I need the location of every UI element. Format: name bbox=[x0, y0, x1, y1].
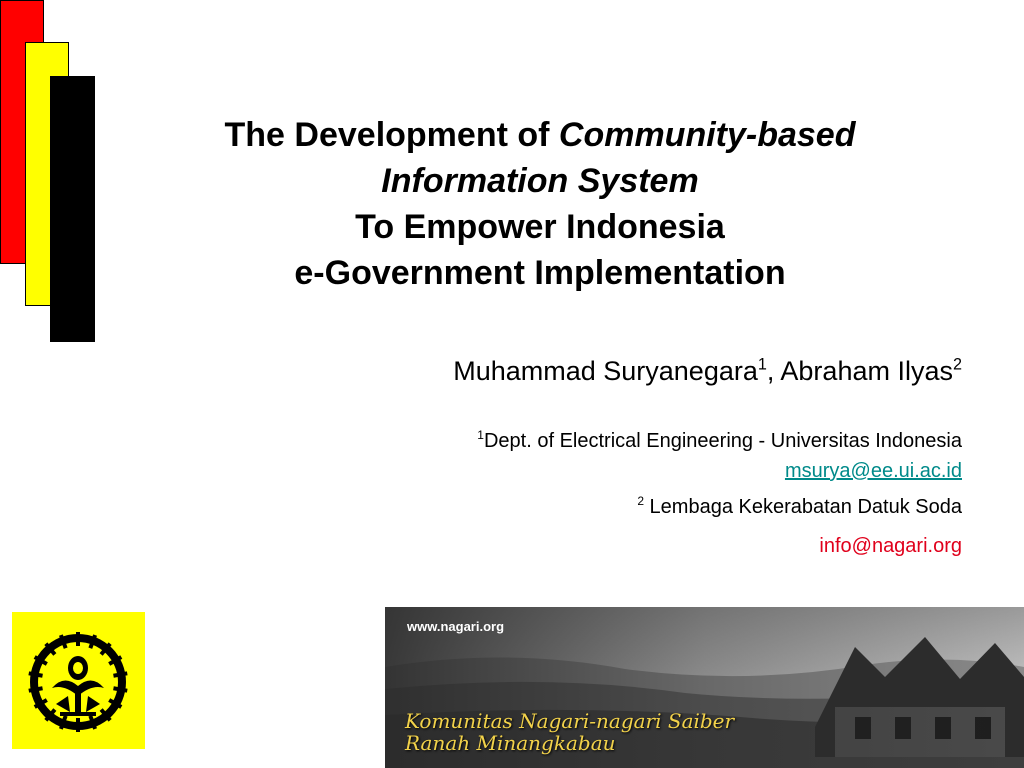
author-2-mark: 2 bbox=[952, 355, 962, 374]
universitas-indonesia-emblem-icon bbox=[12, 612, 145, 749]
nagari-banner bbox=[385, 607, 1024, 768]
banner-url: www.nagari.org bbox=[407, 619, 505, 634]
title-line-4: e-Government Implementation bbox=[294, 254, 786, 292]
black-bar bbox=[50, 76, 95, 342]
title-line-2: Information System bbox=[381, 162, 699, 200]
university-logo bbox=[12, 612, 145, 749]
affiliation-1-mark: 1 bbox=[477, 428, 484, 443]
slide-title bbox=[110, 112, 970, 296]
email-2: info@nagari.org bbox=[819, 535, 962, 557]
email-link-1[interactable]: msurya@ee.ui.ac.id bbox=[784, 460, 962, 482]
affiliation-2-mark: 2 bbox=[637, 494, 644, 509]
title-line-3: To Empower Indonesia bbox=[355, 208, 725, 246]
affiliation-2-text: Lembaga Kekerabatan Datuk Soda bbox=[644, 496, 962, 518]
banner-caption-line-2: Ranah Minangkabau bbox=[405, 731, 616, 755]
author-2: Abraham Ilyas bbox=[780, 356, 953, 386]
affiliation-2 bbox=[637, 494, 962, 520]
title-line-1: The Development of Community-based bbox=[224, 116, 856, 154]
author-1: Muhammad Suryanegara bbox=[453, 356, 758, 386]
authors-line bbox=[453, 351, 962, 391]
author-separator: , bbox=[766, 356, 781, 386]
banner-caption-line-1: Komunitas Nagari-nagari Saiber bbox=[405, 709, 735, 733]
affiliation-1 bbox=[477, 428, 962, 454]
author-1-mark: 1 bbox=[757, 355, 767, 374]
affiliation-1-text: Dept. of Electrical Engineering - Universitas Indonesia bbox=[483, 430, 962, 452]
